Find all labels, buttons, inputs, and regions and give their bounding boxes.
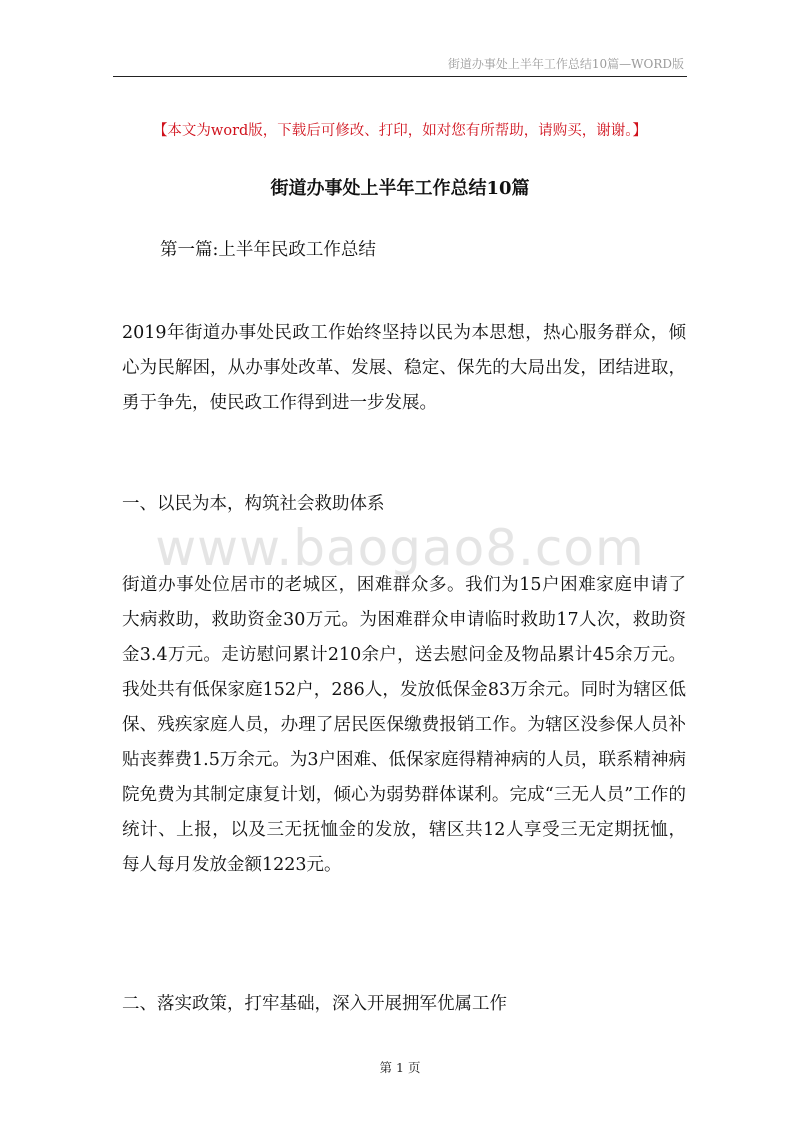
running-header: 街道办事处上半年工作总结10篇—WORD版 [447, 57, 684, 71]
download-notice: 【本文为word版，下载后可修改、打印，如对您有所帮助，请购买，谢谢。】 [152, 123, 648, 139]
paragraph-social-aid: 街道办事处位居市的老城区，困难群众多。我们为15户困难家庭申请了大病救助，救助资金30万元。为困难群众申请临时救助17人次，救助资金3.4万元。走访慰问累计210余户，送去慰问金及物品累计45余万元。我处共有低保家庭152户，286人，发放低保金83万余元。同时为辖区低保、残疾家庭人员，办理了居民医保缴费报销工作。为辖区没参保人员补贴丧葬费1.5万余元。为3户困难、低保家庭得精神病的人员，联系精神病院免费为其制定康复计划，倾心为弱势群体谋利。完成“三无人员”工作的统计、上报，以及三无抚恤金的发放，辖区共12人享受三无定期抚恤，每人每月发放金额1223元。 [122, 575, 686, 875]
section-heading-2: 二、落实政策，打牢基础，深入开展拥军优属工作 [122, 994, 507, 1014]
page-number: 第 1 页 [379, 1060, 421, 1075]
header-rule [113, 76, 687, 77]
watermark: www.baogao8.com [155, 519, 645, 577]
section-heading-1: 一、以民为本，构筑社会救助体系 [122, 494, 385, 514]
chapter-heading: 第一篇:上半年民政工作总结 [160, 240, 376, 260]
document-title: 街道办事处上半年工作总结10篇 [270, 178, 530, 199]
paragraph-intro: 2019年街道办事处民政工作始终坚持以民为本思想，热心服务群众，倾心为民解困，从办事处改革、发展、稳定、保先的大局出发，团结进取，勇于争先，使民政工作得到进一步发展。 [122, 323, 686, 413]
